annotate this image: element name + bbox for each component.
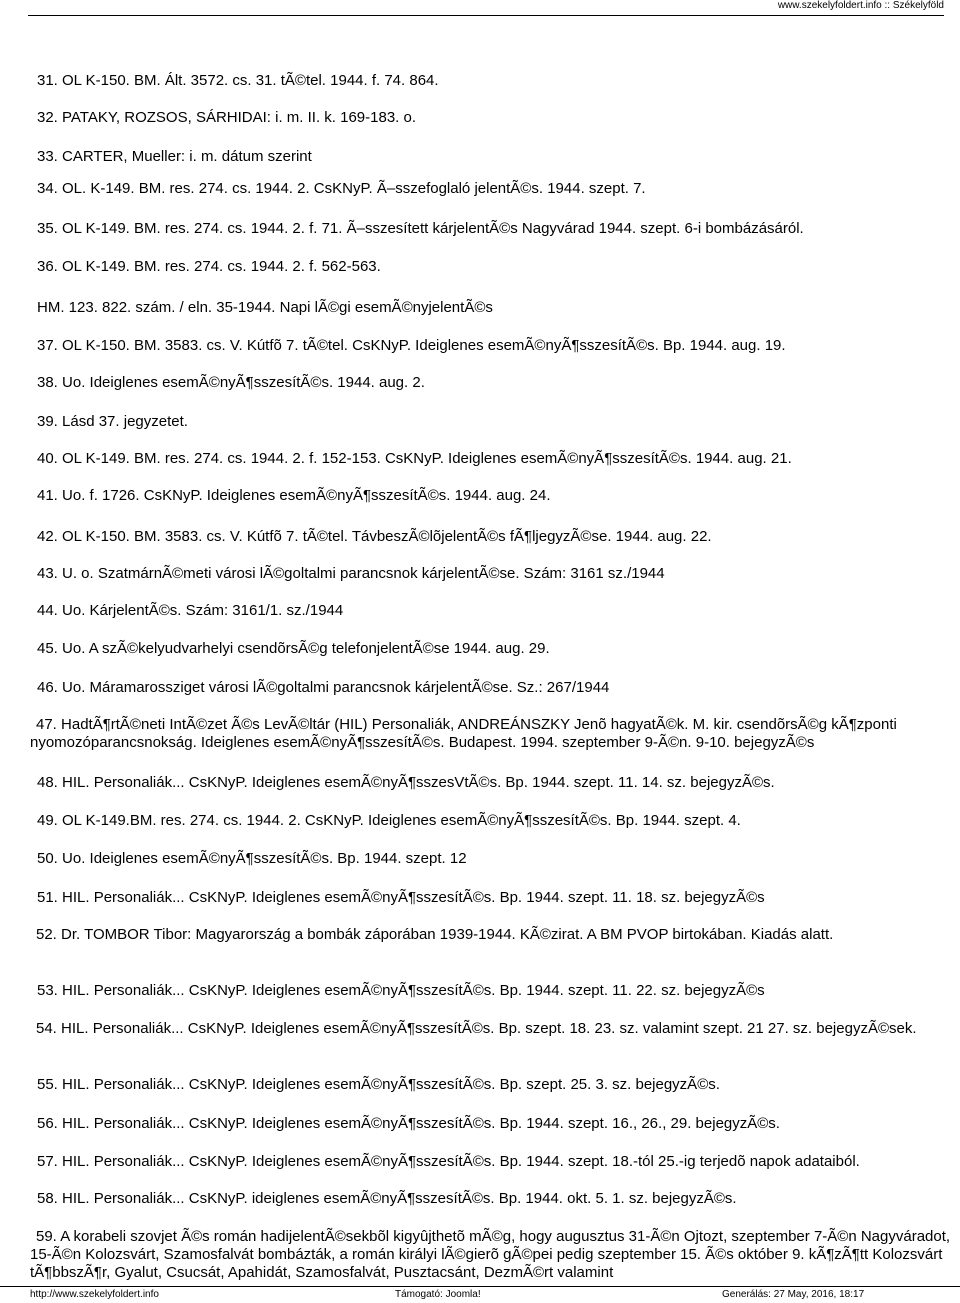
footnote-45: 45. Uo. A szÃ©kelyudvarhelyi csendõrsÃ©g telefonjelentÃ©se 1944. aug. 29. (37, 640, 550, 657)
footnote-51: 51. HIL. Personaliák... CsKNyP. Ideiglenes esemÃ©nyÃ¶sszesítÃ©s. Bp. 1944. szept. 11. 18. sz. bejegyzÃ©s (37, 889, 765, 906)
footnote-35: 35. OL K-149. BM. res. 274. cs. 1944. 2. f. 71. Ã–sszesített kárjelentÃ©s Nagyvárad 1944. szept. 6-i bombázásáról. (37, 220, 804, 237)
footer-sponsor: Támogató: Joomla! (395, 1289, 481, 1300)
footnote-47: 47. HadtÃ¶rtÃ©neti IntÃ©zet Ã©s LevÃ©ltár (HIL) Personaliák, ANDREÁNSZKY Jenõ hagyatÃ©k. M. kir. csendõrsÃ©g kÃ¶zponti nyomozóparancsnokság. Ideiglenes esemÃ©nyÃ¶sszesítÃ©s. Budapest. 1994. szeptember 9-Ã©n. 9-10. bejegyzÃ©s (30, 716, 897, 751)
footnote-41: 41. Uo. f. 1726. CsKNyP. Ideiglenes esemÃ©nyÃ¶sszesítÃ©s. 1944. aug. 24. (37, 487, 551, 504)
footnote-42: 42. OL K-150. BM. 3583. cs. V. Kútfõ 7. tÃ©tel. TávbeszÃ©lõjelentÃ©s fÃ¶ljegyzÃ©se. 1944. aug. 22. (37, 528, 712, 545)
footnote-50: 50. Uo. Ideiglenes esemÃ©nyÃ¶sszesítÃ©s. Bp. 1944. szept. 12 (37, 850, 467, 867)
footnote-55: 55. HIL. Personaliák... CsKNyP. Ideiglenes esemÃ©nyÃ¶sszesítÃ©s. Bp. szept. 25. 3. sz. bejegyzÃ©s. (37, 1076, 720, 1093)
footnote-58: 58. HIL. Personaliák... CsKNyP. ideiglenes esemÃ©nyÃ¶sszesítÃ©s. Bp. 1944. okt. 5. 1. sz. bejegyzÃ©s. (37, 1190, 737, 1207)
footnote-53: 53. HIL. Personaliák... CsKNyP. Ideiglenes esemÃ©nyÃ¶sszesítÃ©s. Bp. 1944. szept. 11. 22. sz. bejegyzÃ©s (37, 982, 765, 999)
footnote-43: 43. U. o. SzatmárnÃ©meti városi lÃ©goltalmi parancsnok kárjelentÃ©se. Szám: 3161 sz./1944 (37, 565, 665, 582)
footnote-36-hm: HM. 123. 822. szám. / eln. 35-1944. Napi lÃ©gi esemÃ©nyjelentÃ©s (37, 299, 493, 316)
footer-url[interactable]: http://www.szekelyfoldert.info (30, 1289, 159, 1300)
footnote-31: 31. OL K-150. BM. Ált. 3572. cs. 31. tÃ©tel. 1944. f. 74. 864. (37, 72, 439, 89)
header-divider (28, 15, 944, 16)
footnote-38: 38. Uo. Ideiglenes esemÃ©nyÃ¶sszesítÃ©s. 1944. aug. 2. (37, 374, 425, 391)
footnote-52: 52. Dr. TOMBOR Tibor: Magyarország a bombák záporában 1939-1944. KÃ©zirat. A BM PVOP birtokában. Kiadás alatt. (36, 926, 834, 943)
footnote-46: 46. Uo. Máramarossziget városi lÃ©goltalmi parancsnok kárjelentÃ©se. Sz.: 267/1944 (37, 679, 610, 696)
footnote-44: 44. Uo. KárjelentÃ©s. Szám: 3161/1. sz./1944 (37, 602, 344, 619)
footnote-33: 33. CARTER, Mueller: i. m. dátum szerint (37, 148, 312, 165)
footnote-48: 48. HIL. Personaliák... CsKNyP. Ideiglenes esemÃ©nyÃ¶sszesVtÃ©s. Bp. 1944. szept. 11. 14. sz. bejegyzÃ©s. (37, 774, 775, 791)
site-header: www.szekelyfoldert.info :: Székelyföld (777, 0, 944, 11)
footnote-37: 37. OL K-150. BM. 3583. cs. V. Kútfõ 7. tÃ©tel. CsKNyP. Ideiglenes esemÃ©nyÃ¶sszesítÃ©s. Bp. 1944. aug. 19. (37, 337, 786, 354)
footnote-36: 36. OL K-149. BM. res. 274. cs. 1944. 2. f. 562-563. (37, 258, 381, 275)
footer-generated: Generálás: 27 May, 2016, 18:17 (722, 1289, 865, 1300)
page-footer (0, 1286, 960, 1303)
footnote-40: 40. OL K-149. BM. res. 274. cs. 1944. 2. f. 152-153. CsKNyP. Ideiglenes esemÃ©nyÃ¶sszesítÃ©s. 1944. aug. 21. (37, 450, 792, 467)
footnote-34: 34. OL. K-149. BM. res. 274. cs. 1944. 2. CsKNyP. Ã–sszefoglaló jelentÃ©s. 1944. szept. 7. (37, 180, 646, 197)
footnote-39: 39. Lásd 37. jegyzetet. (37, 413, 188, 430)
footnote-59: 59. A korabeli szovjet Ã©s román hadijelentÃ©sekbõl kigyûjthetõ mÃ©g, hogy augusztus 31-Ã©n Ojtozt, szeptember 7-Ã©n Nagyváradot, 15-Ã©n Kolozsvárt, Szamosfalvát bombázták, a román királyi lÃ©gierõ gÃ©pei pedig szeptember 15. Ã©s október 9. kÃ¶zÃ¶tt Kolozsvárt tÃ¶bbszÃ¶r, Gyalut, Csucsát, Apahidát, Szamosfalvát, Pusztacsánt, DezmÃ©rt valamint (30, 1228, 951, 1281)
footnote-57: 57. HIL. Personaliák... CsKNyP. Ideiglenes esemÃ©nyÃ¶sszesítÃ©s. Bp. 1944. szept. 18.-tól 25.-ig terjedõ napok adataiból. (37, 1153, 860, 1170)
footnote-54: 54. HIL. Personaliák... CsKNyP. Ideiglenes esemÃ©nyÃ¶sszesítÃ©s. Bp. szept. 18. 23. sz. valamint szept. 21 27. sz. bejegyzÃ©sek. (36, 1020, 917, 1037)
footnote-49: 49. OL K-149.BM. res. 274. cs. 1944. 2. CsKNyP. Ideiglenes esemÃ©nyÃ¶sszesítÃ©s. Bp. 1944. szept. 4. (37, 812, 741, 829)
footnote-56: 56. HIL. Personaliák... CsKNyP. Ideiglenes esemÃ©nyÃ¶sszesítÃ©s. Bp. 1944. szept. 16., 26., 29. bejegyzÃ©s. (37, 1115, 780, 1132)
footnote-32: 32. PATAKY, ROZSOS, SÁRHIDAI: i. m. II. k. 169-183. o. (37, 109, 417, 126)
